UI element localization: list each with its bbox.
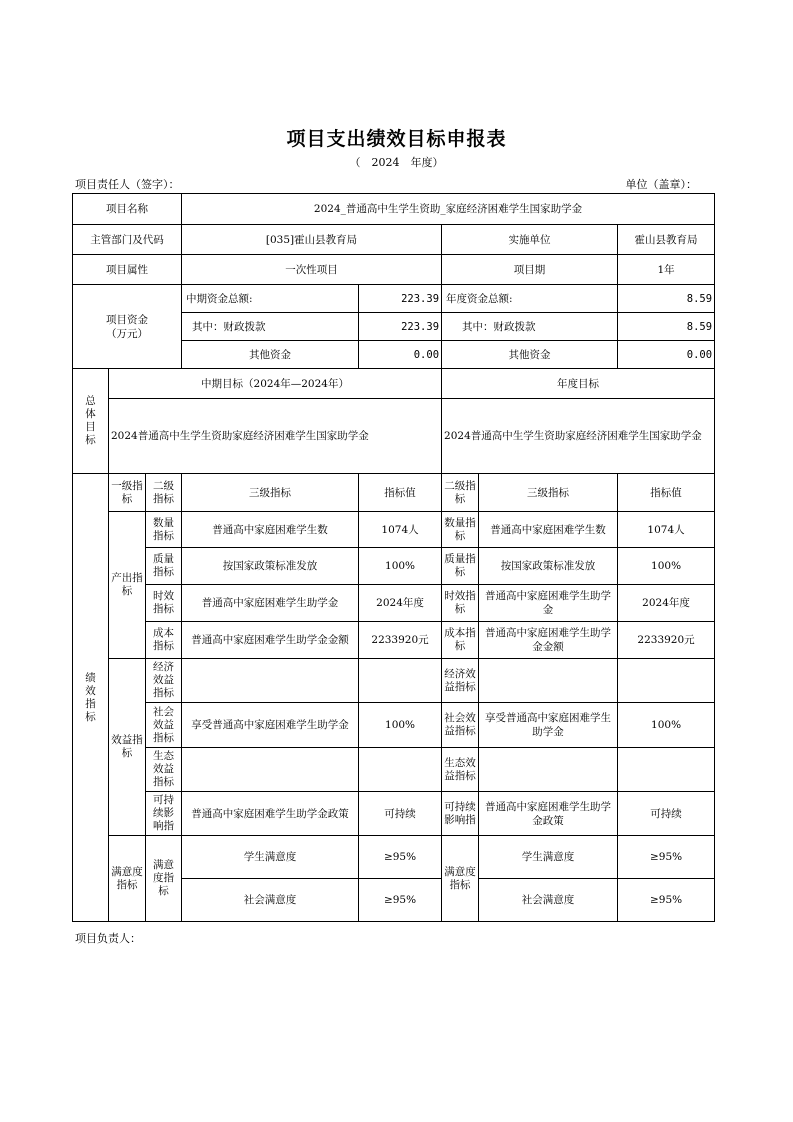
attr-label: 项目属性 xyxy=(73,255,182,285)
year-other-label: 其他资金 xyxy=(442,341,618,369)
mid-other-label: 其他资金 xyxy=(182,341,359,369)
year-indicator-value xyxy=(618,659,715,703)
mid-indicator-value: ≥95% xyxy=(359,879,442,922)
year-indicator-value: 可持续 xyxy=(618,792,715,836)
table-row xyxy=(73,836,715,879)
year-indicator-value: 100% xyxy=(618,703,715,748)
benefit-sub-year: 生态效益指标 xyxy=(442,748,479,792)
mid-other-value: 0.00 xyxy=(359,341,442,369)
mid-fiscal-label: 其中：财政拨款 xyxy=(182,313,359,341)
year-indicator-value: 100% xyxy=(618,548,715,585)
year-indicator: 按国家政策标准发放 xyxy=(479,548,618,585)
year-line: （ 2024 年度） xyxy=(349,156,444,169)
table-row xyxy=(73,703,715,748)
mid-indicator: 普通高中家庭困难学生助学金金额 xyxy=(182,622,359,659)
performance-table xyxy=(72,193,715,922)
mid-indicator-value: 2024年度 xyxy=(359,585,442,622)
year-goal-header: 年度目标 xyxy=(442,369,715,399)
level2-header-year: 二级指标 xyxy=(442,474,479,512)
mid-indicator-value: 2233920元 xyxy=(359,622,442,659)
overall-goal-label: 总体目标 xyxy=(73,369,109,474)
benefit-sub: 生态效益指标 xyxy=(146,748,182,792)
year-fiscal-value: 8.59 xyxy=(618,313,715,341)
mid-indicator: 普通高中家庭困难学生数 xyxy=(182,512,359,548)
mid-goal-header: 中期目标（2024年—2024年） xyxy=(109,369,442,399)
footer-label: 项目负责人： xyxy=(75,932,141,945)
output-sub: 成本指标 xyxy=(146,622,182,659)
impl-label: 实施单位 xyxy=(442,225,618,255)
mid-indicator xyxy=(182,659,359,703)
table-row xyxy=(73,548,715,585)
output-sub: 质量指标 xyxy=(146,548,182,585)
perf-label: 绩效指标 xyxy=(73,474,109,922)
level1-header: 一级指标 xyxy=(109,474,146,512)
year-indicator-value: 2233920元 xyxy=(618,622,715,659)
mid-indicator: 按国家政策标准发放 xyxy=(182,548,359,585)
mid-fiscal-value: 223.39 xyxy=(359,313,442,341)
mid-indicator xyxy=(182,748,359,792)
year-indicator: 社会满意度 xyxy=(479,879,618,922)
table-row xyxy=(73,585,715,622)
output-sub: 数量指标 xyxy=(146,512,182,548)
page-title: 项目支出绩效目标申报表 xyxy=(286,128,507,150)
mid-indicator-value: 100% xyxy=(359,703,442,748)
benefit-sub-year: 社会效益指标 xyxy=(442,703,479,748)
mid-indicator: 普通高中家庭困难学生助学金 xyxy=(182,585,359,622)
year-total-label: 年度资金总额: xyxy=(442,285,618,313)
year-indicator: 普通高中家庭困难学生助学金金额 xyxy=(479,622,618,659)
mid-indicator: 社会满意度 xyxy=(182,879,359,922)
level3-header-year: 三级指标 xyxy=(479,474,618,512)
mid-indicator-value: 可持续 xyxy=(359,792,442,836)
attr-value: 一次性项目 xyxy=(182,255,442,285)
table-row xyxy=(73,512,715,548)
table-row xyxy=(73,194,715,225)
table-row xyxy=(73,474,715,512)
benefit-sub-year: 经济效益指标 xyxy=(442,659,479,703)
mid-total-value: 223.39 xyxy=(359,285,442,313)
year-indicator-value: ≥95% xyxy=(618,836,715,879)
table-row xyxy=(73,285,715,313)
year-indicator: 享受普通高中家庭困难学生助学金 xyxy=(479,703,618,748)
mid-indicator: 普通高中家庭困难学生助学金政策 xyxy=(182,792,359,836)
dept-label: 主管部门及代码 xyxy=(73,225,182,255)
value-header-year: 指标值 xyxy=(618,474,715,512)
mid-indicator-value: ≥95% xyxy=(359,836,442,879)
dept-value: [035]霍山县教育局 xyxy=(182,225,442,255)
year-indicator: 普通高中家庭困难学生助学金政策 xyxy=(479,792,618,836)
period-value: 1年 xyxy=(618,255,715,285)
mid-indicator-value: 100% xyxy=(359,548,442,585)
benefit-sub: 社会效益指标 xyxy=(146,703,182,748)
unit-label: 单位（盖章）： xyxy=(625,178,697,191)
project-name-label: 项目名称 xyxy=(73,194,182,225)
mid-total-label: 中期资金总额: xyxy=(182,285,359,313)
year-indicator: 普通高中家庭困难学生助学金 xyxy=(479,585,618,622)
level3-header: 三级指标 xyxy=(182,474,359,512)
fund-label: 项目资金（万元） xyxy=(73,285,182,369)
table-row xyxy=(73,255,715,285)
year-other-value: 0.00 xyxy=(618,341,715,369)
satisfaction-label: 满意度指标 xyxy=(109,836,146,922)
period-label: 项目期 xyxy=(442,255,618,285)
impl-value: 霍山县教育局 xyxy=(618,225,715,255)
benefit-sub: 可持续影响指 xyxy=(146,792,182,836)
benefit-label: 效益指标 xyxy=(109,659,146,836)
table-row xyxy=(73,659,715,703)
output-sub-year: 质量指标 xyxy=(442,548,479,585)
mid-indicator-value xyxy=(359,748,442,792)
year-indicator xyxy=(479,748,618,792)
mid-indicator-value: 1074人 xyxy=(359,512,442,548)
year-indicator-value: 1074人 xyxy=(618,512,715,548)
responsible-label: 项目责任人（签字）： xyxy=(75,178,180,191)
year-indicator xyxy=(479,659,618,703)
table-row xyxy=(73,369,715,399)
output-label: 产出指标 xyxy=(109,512,146,659)
value-header: 指标值 xyxy=(359,474,442,512)
table-row xyxy=(73,748,715,792)
satisfaction-sub-year: 满意度指标 xyxy=(442,836,479,922)
output-sub-year: 成本指标 xyxy=(442,622,479,659)
output-sub-year: 数量指标 xyxy=(442,512,479,548)
table-row xyxy=(73,225,715,255)
table-row xyxy=(73,399,715,474)
year-goal-text: 2024普通高中生学生资助家庭经济困难学生国家助学金 xyxy=(442,399,715,474)
mid-indicator: 享受普通高中家庭困难学生助学金 xyxy=(182,703,359,748)
year-total-value: 8.59 xyxy=(618,285,715,313)
year-indicator-value xyxy=(618,748,715,792)
year-fiscal-label: 其中：财政拨款 xyxy=(442,313,618,341)
table-row xyxy=(73,622,715,659)
output-sub-year: 时效指标 xyxy=(442,585,479,622)
year-indicator-value: ≥95% xyxy=(618,879,715,922)
mid-indicator-value xyxy=(359,659,442,703)
satisfaction-sub: 满意度指标 xyxy=(146,836,182,922)
output-sub: 时效指标 xyxy=(146,585,182,622)
year-indicator-value: 2024年度 xyxy=(618,585,715,622)
mid-indicator: 学生满意度 xyxy=(182,836,359,879)
table-row xyxy=(73,792,715,836)
benefit-sub-year: 可持续影响指 xyxy=(442,792,479,836)
benefit-sub: 经济效益指标 xyxy=(146,659,182,703)
level2-header: 二级指标 xyxy=(146,474,182,512)
year-indicator: 学生满意度 xyxy=(479,836,618,879)
project-name-value: 2024_普通高中生学生资助_家庭经济困难学生国家助学金 xyxy=(182,194,715,225)
mid-goal-text: 2024普通高中生学生资助家庭经济困难学生国家助学金 xyxy=(109,399,442,474)
year-indicator: 普通高中家庭困难学生数 xyxy=(479,512,618,548)
